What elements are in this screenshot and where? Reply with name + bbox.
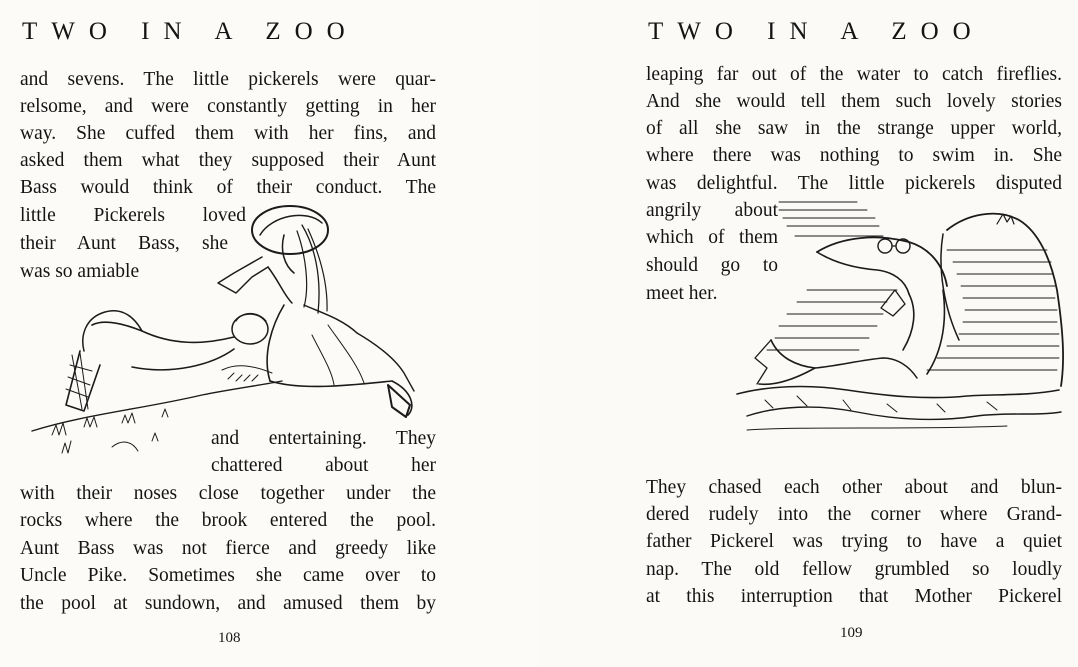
text-line: little Pickerels loved bbox=[20, 205, 246, 226]
text-line: their Aunt Bass, she bbox=[20, 233, 228, 254]
page-number: 108 bbox=[218, 630, 241, 646]
text-line: where there was nothing to swim in. She bbox=[646, 145, 1062, 166]
running-head: TWO IN A ZOO bbox=[22, 18, 359, 45]
text-line: They chased each other about and blun- bbox=[646, 477, 1062, 498]
text-line: dered rudely into the corner where Grand- bbox=[646, 504, 1062, 525]
text-line: which of them bbox=[646, 227, 778, 248]
text-line: of all she saw in the strange upper world, bbox=[646, 118, 1062, 139]
text-line: relsome, and were constantly getting in her bbox=[20, 96, 436, 117]
running-head: TWO IN A ZOO bbox=[648, 18, 985, 45]
girl-and-boy-illustration-icon bbox=[22, 195, 422, 475]
text-line: and entertaining. They bbox=[211, 428, 436, 449]
text-line: chattered about her bbox=[211, 455, 436, 476]
text-line: was so amiable bbox=[20, 261, 140, 282]
text-line: way. She cuffed them with her fins, and bbox=[20, 123, 436, 144]
text-line: leaping far out of the water to catch fireflies. bbox=[646, 64, 1062, 85]
text-line: at this interruption that Mother Pickerel bbox=[646, 586, 1062, 607]
text-line: the pool at sundown, and amused them by bbox=[20, 593, 436, 614]
text-line: asked them what they supposed their Aunt bbox=[20, 150, 436, 171]
text-line: Bass would think of their conduct. The bbox=[20, 177, 436, 198]
text-line: nap. The old fellow grumbled so loudly bbox=[646, 559, 1062, 580]
pickerel-illustration-icon bbox=[647, 190, 1067, 450]
text-line: father Pickerel was trying to have a quiet bbox=[646, 531, 1062, 552]
text-line: should go to bbox=[646, 255, 778, 276]
text-line: meet her. bbox=[646, 283, 718, 304]
text-line: and sevens. The little pickerels were quar- bbox=[20, 69, 436, 90]
page-number: 109 bbox=[840, 625, 863, 641]
text-line: rocks where the brook entered the pool. bbox=[20, 510, 436, 531]
text-line: And she would tell them such lovely stories bbox=[646, 91, 1062, 112]
text-line: Uncle Pike. Sometimes she came over to bbox=[20, 565, 436, 586]
right-page bbox=[539, 0, 1078, 667]
text-line: with their noses close together under the bbox=[20, 483, 436, 504]
text-line: was delightful. The little pickerels disputed bbox=[646, 173, 1062, 194]
text-line: Aunt Bass was not fierce and greedy like bbox=[20, 538, 436, 559]
text-line: angrily about bbox=[646, 200, 778, 221]
